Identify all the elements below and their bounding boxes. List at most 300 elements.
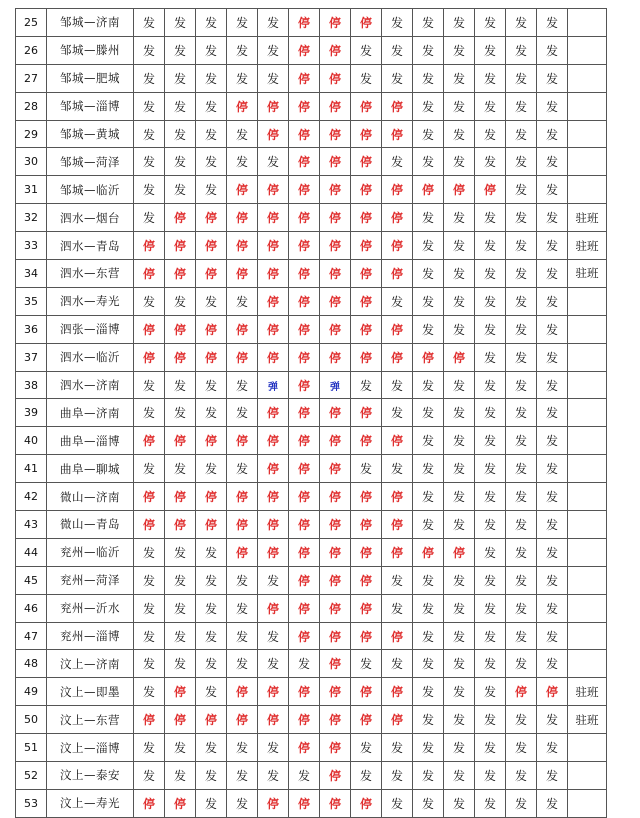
remark-cell (568, 762, 607, 790)
row-number: 31 (16, 176, 47, 204)
table-row (16, 622, 607, 650)
status-cell: 发 (413, 232, 444, 260)
status-cell: 发 (165, 650, 196, 678)
status-cell: 发 (444, 399, 475, 427)
status-cell: 停 (258, 538, 289, 566)
status-cell: 停 (165, 343, 196, 371)
row-number: 46 (16, 594, 47, 622)
status-cell: 发 (413, 9, 444, 37)
status-cell: 发 (165, 148, 196, 176)
status-cell: 停 (289, 706, 320, 734)
status-cell: 停 (196, 483, 227, 511)
status-cell: 发 (506, 706, 537, 734)
status-cell: 停 (227, 678, 258, 706)
table-row (16, 483, 607, 511)
route-name: 邹城—菏泽 (47, 148, 134, 176)
row-number: 33 (16, 232, 47, 260)
remark-cell (568, 511, 607, 539)
status-cell: 发 (475, 204, 506, 232)
route-name: 邹城—滕州 (47, 36, 134, 64)
status-cell: 停 (382, 315, 413, 343)
status-cell: 发 (537, 483, 568, 511)
remark-cell (568, 176, 607, 204)
status-cell: 停 (289, 36, 320, 64)
row-number: 52 (16, 762, 47, 790)
status-cell: 停 (134, 706, 165, 734)
status-cell: 停 (351, 9, 382, 37)
route-name: 泗水—烟台 (47, 204, 134, 232)
status-cell: 停 (289, 511, 320, 539)
status-cell: 发 (444, 287, 475, 315)
status-cell: 发 (475, 9, 506, 37)
status-cell: 发 (196, 9, 227, 37)
status-cell: 发 (196, 538, 227, 566)
status-cell: 发 (475, 762, 506, 790)
table-row (16, 762, 607, 790)
status-cell: 停 (227, 483, 258, 511)
status-cell: 停 (289, 566, 320, 594)
status-cell: 停 (165, 483, 196, 511)
status-cell: 停 (289, 204, 320, 232)
status-cell: 停 (289, 287, 320, 315)
status-cell: 发 (413, 36, 444, 64)
status-cell: 发 (475, 148, 506, 176)
status-cell: 停 (382, 706, 413, 734)
status-cell: 停 (227, 260, 258, 288)
status-cell: 发 (382, 64, 413, 92)
status-cell: 发 (444, 9, 475, 37)
status-cell: 发 (537, 232, 568, 260)
status-cell: 发 (506, 36, 537, 64)
row-number: 35 (16, 287, 47, 315)
status-cell: 发 (444, 64, 475, 92)
status-cell: 停 (165, 427, 196, 455)
row-number: 36 (16, 315, 47, 343)
status-cell: 发 (413, 622, 444, 650)
status-cell: 发 (165, 399, 196, 427)
status-cell: 停 (444, 538, 475, 566)
status-cell: 停 (134, 511, 165, 539)
status-cell: 停 (351, 594, 382, 622)
remark-cell (568, 315, 607, 343)
status-cell: 发 (444, 706, 475, 734)
status-cell: 停 (351, 92, 382, 120)
status-cell: 发 (258, 566, 289, 594)
status-cell: 发 (413, 148, 444, 176)
table-row (16, 287, 607, 315)
status-cell: 停 (227, 204, 258, 232)
status-cell: 停 (227, 511, 258, 539)
status-cell: 停 (382, 176, 413, 204)
status-cell: 发 (258, 148, 289, 176)
status-cell: 停 (196, 511, 227, 539)
table-row (16, 789, 607, 817)
status-cell: 停 (134, 483, 165, 511)
remark-cell: 驻班 (568, 678, 607, 706)
status-cell: 发 (444, 511, 475, 539)
status-cell: 停 (165, 315, 196, 343)
status-cell: 停 (351, 148, 382, 176)
status-cell: 停 (289, 64, 320, 92)
status-cell: 发 (475, 455, 506, 483)
table-row (16, 511, 607, 539)
route-name: 兖州—临沂 (47, 538, 134, 566)
status-cell: 发 (475, 511, 506, 539)
route-name: 汶上—东营 (47, 706, 134, 734)
status-cell: 停 (320, 734, 351, 762)
status-cell: 停 (258, 427, 289, 455)
status-cell: 发 (413, 315, 444, 343)
route-name: 泗水—东营 (47, 260, 134, 288)
status-cell: 停 (289, 371, 320, 399)
row-number: 51 (16, 734, 47, 762)
status-cell: 停 (289, 594, 320, 622)
status-cell: 发 (444, 622, 475, 650)
status-cell: 发 (413, 204, 444, 232)
status-cell: 停 (289, 315, 320, 343)
status-cell: 发 (506, 343, 537, 371)
status-cell: 停 (227, 343, 258, 371)
status-cell: 发 (165, 9, 196, 37)
status-cell: 停 (258, 594, 289, 622)
status-cell: 发 (475, 64, 506, 92)
status-cell: 停 (475, 176, 506, 204)
status-cell: 发 (196, 789, 227, 817)
remark-cell (568, 148, 607, 176)
status-cell: 停 (289, 176, 320, 204)
remark-cell (568, 399, 607, 427)
status-cell: 发 (506, 483, 537, 511)
row-number: 27 (16, 64, 47, 92)
table-row (16, 399, 607, 427)
status-cell: 停 (320, 622, 351, 650)
status-cell: 停 (320, 120, 351, 148)
row-number: 32 (16, 204, 47, 232)
status-cell: 停 (227, 176, 258, 204)
status-cell: 发 (506, 204, 537, 232)
status-cell: 发 (444, 678, 475, 706)
route-name: 兖州—淄博 (47, 622, 134, 650)
status-cell: 发 (165, 92, 196, 120)
status-cell: 发 (196, 120, 227, 148)
status-cell: 发 (196, 64, 227, 92)
status-cell: 发 (444, 120, 475, 148)
row-number: 50 (16, 706, 47, 734)
table-row (16, 538, 607, 566)
status-cell: 发 (134, 287, 165, 315)
remark-cell (568, 566, 607, 594)
status-cell: 停 (227, 427, 258, 455)
status-cell: 停 (320, 706, 351, 734)
status-cell: 发 (444, 762, 475, 790)
route-name: 邹城—肥城 (47, 64, 134, 92)
status-cell: 发 (506, 9, 537, 37)
status-cell: 发 (413, 566, 444, 594)
status-cell: 停 (320, 260, 351, 288)
status-cell: 发 (537, 511, 568, 539)
route-name: 微山—济南 (47, 483, 134, 511)
status-cell: 停 (351, 287, 382, 315)
status-cell: 停 (258, 232, 289, 260)
status-cell: 发 (134, 399, 165, 427)
status-cell: 停 (444, 176, 475, 204)
status-cell: 发 (134, 9, 165, 37)
row-number: 25 (16, 9, 47, 37)
status-cell: 发 (413, 287, 444, 315)
status-cell: 发 (196, 678, 227, 706)
status-cell: 停 (320, 455, 351, 483)
status-cell: 发 (134, 678, 165, 706)
remark-cell (568, 427, 607, 455)
status-cell: 停 (165, 706, 196, 734)
status-cell: 发 (537, 92, 568, 120)
status-cell: 停 (320, 176, 351, 204)
status-cell: 发 (196, 371, 227, 399)
table-row (16, 650, 607, 678)
status-cell: 发 (196, 594, 227, 622)
status-cell: 发 (227, 399, 258, 427)
status-cell: 发 (413, 427, 444, 455)
status-cell: 发 (196, 148, 227, 176)
status-cell: 发 (351, 371, 382, 399)
status-cell: 发 (537, 566, 568, 594)
status-cell: 停 (351, 427, 382, 455)
status-cell: 停 (289, 260, 320, 288)
status-cell: 停 (196, 315, 227, 343)
route-name: 曲阜—济南 (47, 399, 134, 427)
route-name: 泗水—青岛 (47, 232, 134, 260)
row-number: 45 (16, 566, 47, 594)
status-cell: 停 (320, 594, 351, 622)
status-cell: 停 (289, 148, 320, 176)
status-cell: 停 (351, 622, 382, 650)
status-cell: 发 (444, 232, 475, 260)
status-cell: 发 (196, 734, 227, 762)
status-cell: 发 (351, 650, 382, 678)
status-cell: 停 (134, 232, 165, 260)
status-cell: 发 (506, 538, 537, 566)
status-cell: 发 (444, 148, 475, 176)
status-cell: 发 (351, 734, 382, 762)
status-cell: 发 (196, 762, 227, 790)
status-cell: 停 (165, 204, 196, 232)
route-name: 泗水—济南 (47, 371, 134, 399)
status-cell: 发 (134, 650, 165, 678)
status-cell: 发 (134, 92, 165, 120)
status-cell: 发 (475, 232, 506, 260)
table-row (16, 315, 607, 343)
status-cell: 停 (258, 315, 289, 343)
status-cell: 发 (227, 594, 258, 622)
table-row (16, 678, 607, 706)
row-number: 49 (16, 678, 47, 706)
status-cell: 停 (320, 64, 351, 92)
status-cell: 发 (444, 650, 475, 678)
status-cell: 停 (351, 315, 382, 343)
status-cell: 停 (382, 538, 413, 566)
status-cell: 停 (196, 204, 227, 232)
status-cell: 停 (227, 538, 258, 566)
status-cell: 停 (289, 789, 320, 817)
status-cell: 发 (134, 148, 165, 176)
status-cell: 停 (382, 678, 413, 706)
status-cell: 发 (134, 538, 165, 566)
status-cell: 发 (258, 734, 289, 762)
status-cell: 发 (506, 176, 537, 204)
status-cell: 发 (134, 36, 165, 64)
status-cell: 停 (351, 399, 382, 427)
remark-cell: 驻班 (568, 204, 607, 232)
status-cell: 发 (258, 762, 289, 790)
status-cell: 发 (537, 260, 568, 288)
status-cell: 发 (382, 399, 413, 427)
status-cell: 停 (196, 232, 227, 260)
status-cell: 停 (134, 427, 165, 455)
status-cell: 发 (475, 594, 506, 622)
status-cell: 发 (537, 343, 568, 371)
status-cell: 发 (537, 9, 568, 37)
status-cell: 发 (134, 566, 165, 594)
row-number: 40 (16, 427, 47, 455)
status-cell: 发 (227, 287, 258, 315)
status-cell: 发 (227, 789, 258, 817)
table-row (16, 176, 607, 204)
status-cell: 发 (537, 287, 568, 315)
status-cell: 发 (196, 455, 227, 483)
status-cell: 发 (134, 64, 165, 92)
remark-cell (568, 650, 607, 678)
status-cell: 停 (320, 148, 351, 176)
status-cell: 停 (134, 315, 165, 343)
status-cell: 发 (506, 734, 537, 762)
schedule-table-wrapper (15, 8, 606, 818)
status-cell: 发 (258, 9, 289, 37)
status-cell: 停 (351, 511, 382, 539)
status-cell: 发 (134, 594, 165, 622)
remark-cell: 驻班 (568, 706, 607, 734)
status-cell: 发 (444, 455, 475, 483)
remark-cell (568, 343, 607, 371)
status-cell: 停 (258, 678, 289, 706)
table-row (16, 343, 607, 371)
route-name: 汶上—泰安 (47, 762, 134, 790)
status-cell: 发 (537, 176, 568, 204)
status-cell: 发 (382, 594, 413, 622)
status-cell: 停 (351, 232, 382, 260)
status-cell: 发 (413, 511, 444, 539)
status-cell: 停 (382, 232, 413, 260)
status-cell: 发 (506, 622, 537, 650)
status-cell: 发 (444, 315, 475, 343)
status-cell: 停 (258, 120, 289, 148)
table-row (16, 9, 607, 37)
route-name: 汶上—淄博 (47, 734, 134, 762)
status-cell: 发 (196, 650, 227, 678)
status-cell: 停 (351, 706, 382, 734)
status-cell: 停 (289, 343, 320, 371)
status-cell: 发 (475, 706, 506, 734)
status-cell: 发 (444, 483, 475, 511)
status-cell: 发 (506, 232, 537, 260)
status-cell: 发 (506, 371, 537, 399)
status-cell: 停 (351, 343, 382, 371)
remark-cell (568, 483, 607, 511)
status-cell: 发 (258, 36, 289, 64)
status-cell: 发 (444, 371, 475, 399)
status-cell: 发 (382, 148, 413, 176)
status-cell: 发 (506, 64, 537, 92)
status-cell: 停 (289, 734, 320, 762)
status-cell: 发 (196, 566, 227, 594)
status-cell: 发 (134, 371, 165, 399)
status-cell: 发 (475, 650, 506, 678)
status-cell: 发 (413, 120, 444, 148)
row-number: 53 (16, 789, 47, 817)
route-name: 泗张—淄博 (47, 315, 134, 343)
status-cell: 停 (320, 678, 351, 706)
status-cell: 发 (475, 566, 506, 594)
status-cell: 停 (413, 176, 444, 204)
table-row (16, 260, 607, 288)
status-cell: 停 (289, 538, 320, 566)
status-cell: 停 (351, 538, 382, 566)
status-cell: 发 (537, 455, 568, 483)
status-cell: 发 (444, 734, 475, 762)
route-name: 邹城—济南 (47, 9, 134, 37)
status-cell: 停 (320, 789, 351, 817)
status-cell: 停 (289, 622, 320, 650)
status-cell: 停 (320, 204, 351, 232)
status-cell: 停 (351, 204, 382, 232)
status-cell: 发 (413, 650, 444, 678)
remark-cell (568, 9, 607, 37)
route-name: 邹城—淄博 (47, 92, 134, 120)
status-cell: 停 (258, 789, 289, 817)
status-cell: 发 (506, 762, 537, 790)
status-cell: 发 (537, 762, 568, 790)
status-cell: 发 (506, 315, 537, 343)
status-cell: 停 (196, 343, 227, 371)
status-cell: 发 (413, 455, 444, 483)
status-cell: 发 (413, 734, 444, 762)
schedule-table-body (16, 9, 607, 818)
remark-cell (568, 64, 607, 92)
status-cell: 发 (165, 762, 196, 790)
status-cell: 停 (382, 120, 413, 148)
status-cell: 停 (320, 762, 351, 790)
status-cell: 发 (537, 706, 568, 734)
table-row (16, 427, 607, 455)
status-cell: 发 (537, 371, 568, 399)
status-cell: 发 (506, 455, 537, 483)
status-cell: 停 (258, 399, 289, 427)
status-cell: 停 (258, 176, 289, 204)
status-cell: 发 (227, 64, 258, 92)
status-cell: 发 (475, 371, 506, 399)
status-cell: 发 (227, 762, 258, 790)
status-cell: 发 (134, 762, 165, 790)
status-cell: 发 (382, 455, 413, 483)
status-cell: 停 (165, 511, 196, 539)
status-cell: 发 (413, 762, 444, 790)
status-cell: 发 (196, 287, 227, 315)
status-cell: 发 (134, 204, 165, 232)
remark-cell: 驻班 (568, 232, 607, 260)
status-cell: 发 (506, 594, 537, 622)
table-row (16, 371, 607, 399)
status-cell: 停 (351, 176, 382, 204)
route-name: 泗水—寿光 (47, 287, 134, 315)
